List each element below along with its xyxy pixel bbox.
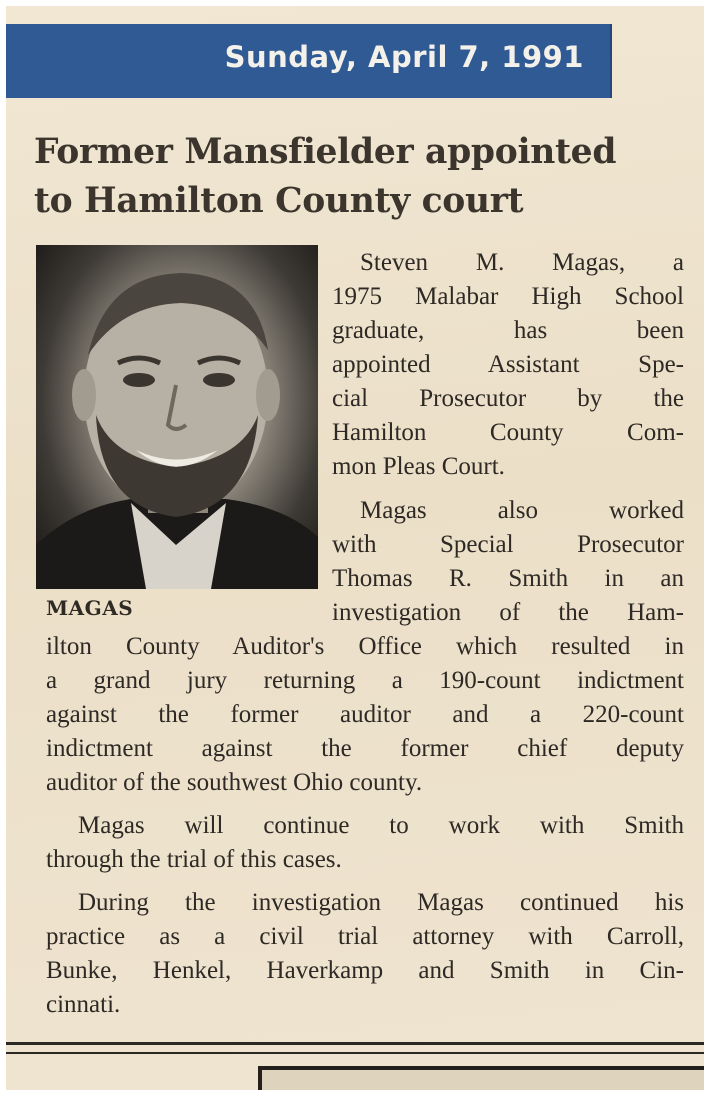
article-line: graduate, has been bbox=[332, 317, 684, 344]
article-line: Hamilton County Com- bbox=[332, 419, 684, 446]
article-line: auditor of the southwest Ohio county. bbox=[46, 769, 423, 796]
article-line: investigation of the Ham- bbox=[332, 599, 684, 626]
article-line: appointed Assistant Spe- bbox=[332, 351, 684, 378]
portrait-illustration bbox=[36, 245, 318, 589]
newspaper-clipping bbox=[6, 6, 704, 1090]
article-line: cial Prosecutor by the bbox=[332, 385, 684, 412]
bottom-rule bbox=[6, 1052, 704, 1054]
next-article-box bbox=[258, 1066, 704, 1090]
article-line: through the trial of this cases. bbox=[46, 846, 342, 873]
dateline-banner bbox=[6, 24, 612, 98]
article-line: Bunke, Henkel, Haverkamp and Smith in Cin- bbox=[46, 957, 684, 984]
dateline-text: Sunday, April 7, 1991 bbox=[224, 40, 584, 74]
article-line: Magas will continue to work with Smith bbox=[78, 812, 684, 839]
bottom-rule bbox=[6, 1042, 704, 1045]
photo-caption: MAGAS bbox=[46, 596, 134, 620]
article-line: Thomas R. Smith in an bbox=[332, 565, 684, 592]
article-line: cinnati. bbox=[46, 991, 121, 1018]
article-line: with Special Prosecutor bbox=[332, 531, 684, 558]
article-line: During the investigation Magas continued his bbox=[78, 889, 684, 916]
headline-line-2: to Hamilton County court bbox=[34, 181, 524, 221]
article-line: ilton County Auditor's Office which resulted in bbox=[46, 633, 684, 660]
article-line: mon Pleas Court. bbox=[332, 453, 505, 480]
headline bbox=[34, 128, 704, 226]
portrait-photo bbox=[36, 245, 318, 589]
article-line: indictment against the former chief deputy bbox=[46, 735, 684, 762]
article-line: Magas also worked bbox=[360, 497, 684, 524]
article-line: Steven M. Magas, a bbox=[360, 249, 684, 276]
article-line: practice as a civil trial attorney with Carroll, bbox=[46, 923, 684, 950]
article-line: 1975 Malabar High School bbox=[332, 283, 684, 310]
article-line: against the former auditor and a 220-count bbox=[46, 701, 684, 728]
article-line: a grand jury returning a 190-count indictment bbox=[46, 667, 684, 694]
headline-line-1: Former Mansfielder appointed bbox=[34, 132, 617, 172]
